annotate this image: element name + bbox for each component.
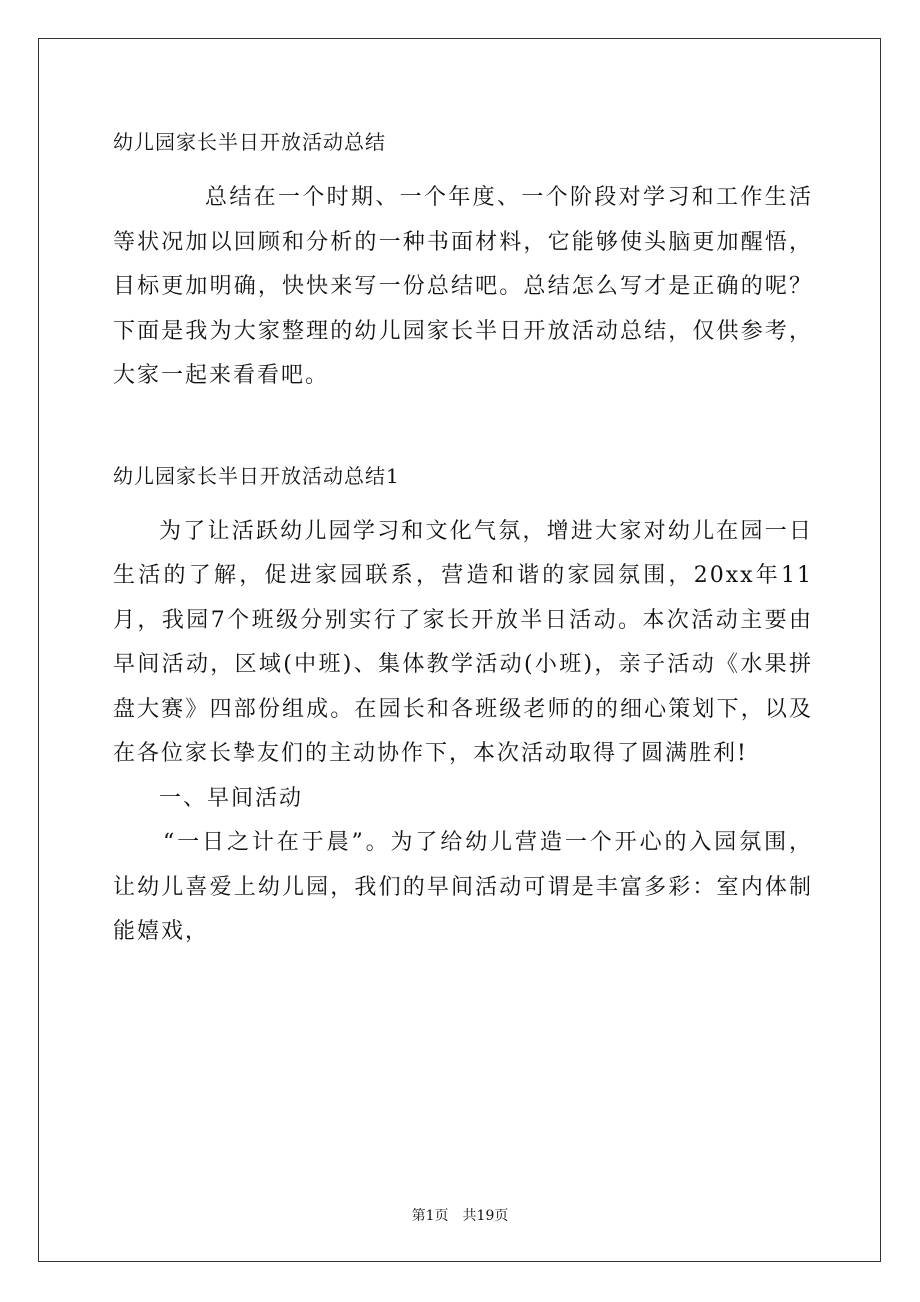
document-title: 幼儿园家长半日开放活动总结 bbox=[113, 130, 386, 154]
section-title: 幼儿园家长半日开放活动总结1 bbox=[113, 463, 400, 488]
intro-paragraph: 总结在一个时期、一个年度、一个阶段对学习和工作生活等状况加以回顾和分析的一种书面材料，它能够使头脑更加醒悟，目标更加明确，快快来写一份总结吧。总结怎么写才是正确的呢？下面是我为大家整理的幼儿园家长半日开放活动总结，仅供参考，大家一起来看看吧。 bbox=[113, 185, 813, 388]
section-gap bbox=[113, 399, 813, 454]
document-body bbox=[113, 120, 813, 955]
subsection-paragraph: “一日之计在于晨”。为了给幼儿营造一个开心的入园氛围，让幼儿喜爱上幼儿园，我们的早间活动可谓是丰富多彩：室内体制能嬉戏， bbox=[113, 830, 813, 944]
section-paragraph: 为了让活跃幼儿园学习和文化气氛，增进大家对幼儿在园一日生活的了解，促进家园联系，营造和谐的家园氛围，20xx年11月，我园7个班级分别实行了家长开放半日活动。本次活动主要由早间活动，区域(中班)、集体教学活动(小班)，亲子活动《水果拼盘大赛》四部份组成。在园长和各班级老师的的细心策划下，以及在各位家长挚友们的主动协作下，本次活动取得了圆满胜利! bbox=[113, 518, 813, 766]
subsection-heading: 一、早间活动 bbox=[159, 785, 304, 811]
page-footer: 第1页 共19页 bbox=[411, 1208, 509, 1224]
